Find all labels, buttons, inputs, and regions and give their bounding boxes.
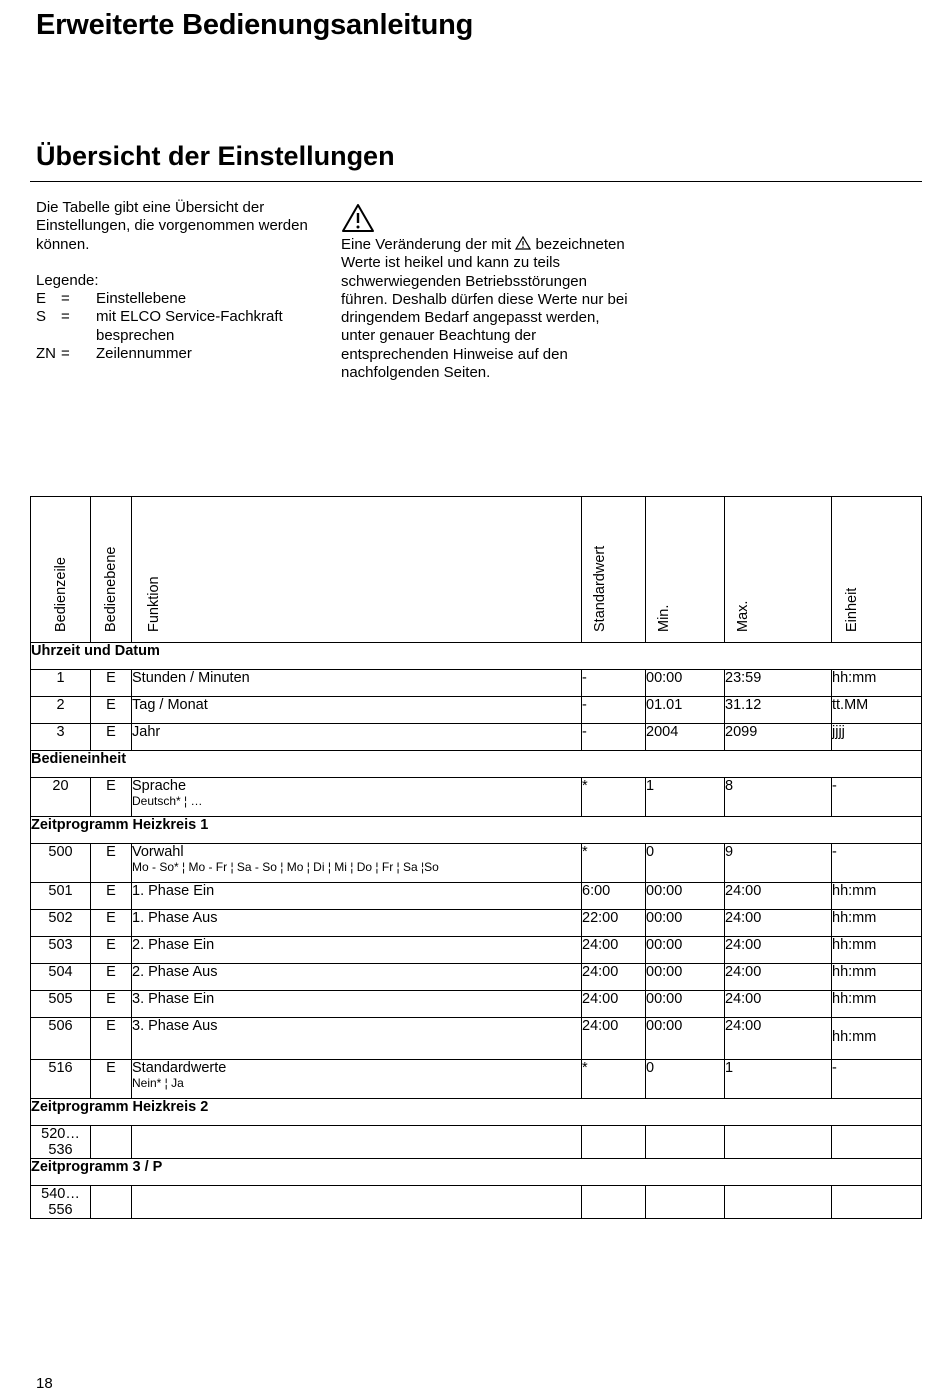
cell-standardwert: 6:00 bbox=[582, 883, 646, 910]
cell-max: 31.12 bbox=[725, 697, 832, 724]
function-label: Standardwerte bbox=[132, 1060, 227, 1076]
cell-funktion bbox=[132, 697, 582, 724]
intro-text: Die Tabelle gibt eine Übersicht der Einstellungen, die vorgenommen werden können. bbox=[36, 199, 308, 253]
column-header-max: Max. bbox=[725, 497, 832, 643]
cell-bedienzeile: 502 bbox=[31, 910, 91, 937]
table-row bbox=[31, 1126, 922, 1159]
cell-funktion bbox=[132, 991, 582, 1018]
cell-bedienzeile: 520…536 bbox=[31, 1126, 91, 1159]
table-row bbox=[31, 964, 922, 991]
cell-min: 00:00 bbox=[646, 670, 725, 697]
cell-max bbox=[725, 1186, 832, 1219]
cell-bedienzeile: 516 bbox=[31, 1060, 91, 1099]
section-divider bbox=[30, 181, 922, 182]
function-options: Nein* ¦ Ja bbox=[132, 1076, 184, 1090]
cell-max: 24:00 bbox=[725, 991, 832, 1018]
table-row bbox=[31, 910, 922, 937]
cell-bedienebene bbox=[91, 1126, 132, 1159]
function-label: 2. Phase Ein bbox=[132, 937, 215, 953]
cell-einheit: hh:mm bbox=[832, 910, 922, 937]
function-label: Jahr bbox=[132, 724, 161, 740]
cell-min: 01.01 bbox=[646, 697, 725, 724]
section-header-row bbox=[31, 643, 922, 670]
legend-item bbox=[36, 308, 326, 345]
function-label: 2. Phase Aus bbox=[132, 964, 218, 980]
cell-einheit: hh:mm bbox=[832, 883, 922, 910]
cell-max: 24:00 bbox=[725, 910, 832, 937]
cell-bedienzeile: 540…556 bbox=[31, 1186, 91, 1219]
settings-table bbox=[30, 496, 922, 1219]
cell-funktion bbox=[132, 937, 582, 964]
table-row bbox=[31, 670, 922, 697]
cell-funktion bbox=[132, 964, 582, 991]
cell-min: 00:00 bbox=[646, 964, 725, 991]
cell-bedienebene bbox=[91, 1186, 132, 1219]
cell-max bbox=[725, 1126, 832, 1159]
cell-einheit: hh:mm bbox=[832, 991, 922, 1018]
cell-einheit: - bbox=[832, 844, 922, 883]
column-header-min: Min. bbox=[646, 497, 725, 643]
function-label: Sprache bbox=[132, 778, 187, 794]
cell-max: 24:00 bbox=[725, 937, 832, 964]
section-header-row bbox=[31, 817, 922, 844]
page-number: 18 bbox=[36, 1375, 53, 1392]
cell-einheit: hh:mm bbox=[832, 670, 922, 697]
section-title: Übersicht der Einstellungen bbox=[36, 141, 395, 171]
cell-bedienebene: E bbox=[91, 844, 132, 883]
warning-text-start: Eine Veränderung der mit bbox=[341, 236, 512, 253]
cell-bedienebene: E bbox=[91, 697, 132, 724]
cell-max: 24:00 bbox=[725, 1018, 832, 1060]
function-label: 1. Phase Ein bbox=[132, 883, 215, 899]
cell-bedienzeile: 2 bbox=[31, 697, 91, 724]
cell-min: 00:00 bbox=[646, 883, 725, 910]
cell-standardwert: * bbox=[582, 844, 646, 883]
cell-standardwert: - bbox=[582, 670, 646, 697]
table-row bbox=[31, 883, 922, 910]
column-header-standardwert: Standardwert bbox=[582, 497, 646, 643]
cell-bedienebene: E bbox=[91, 1060, 132, 1099]
legend-title: Legende: bbox=[36, 271, 99, 289]
cell-funktion bbox=[132, 910, 582, 937]
cell-standardwert bbox=[582, 1186, 646, 1219]
function-label: Stunden / Minuten bbox=[132, 670, 250, 686]
section-title: Zeitprogramm 3 / P bbox=[31, 1159, 922, 1186]
cell-funktion bbox=[132, 778, 582, 817]
cell-bedienebene: E bbox=[91, 670, 132, 697]
section-title: Zeitprogramm Heizkreis 1 bbox=[31, 817, 922, 844]
warning-text bbox=[341, 236, 631, 382]
table-row bbox=[31, 1186, 922, 1219]
cell-min: 00:00 bbox=[646, 1018, 725, 1060]
function-label: 1. Phase Aus bbox=[132, 910, 218, 926]
cell-bedienzeile: 1 bbox=[31, 670, 91, 697]
cell-bedienebene: E bbox=[91, 883, 132, 910]
cell-max: 9 bbox=[725, 844, 832, 883]
cell-min bbox=[646, 1186, 725, 1219]
function-label: Tag / Monat bbox=[132, 697, 208, 713]
cell-funktion bbox=[132, 1126, 582, 1159]
function-label: 3. Phase Aus bbox=[132, 1018, 218, 1034]
cell-einheit: - bbox=[832, 778, 922, 817]
cell-max: 23:59 bbox=[725, 670, 832, 697]
cell-einheit: hh:mm bbox=[832, 964, 922, 991]
cell-max: 1 bbox=[725, 1060, 832, 1099]
cell-bedienzeile: 503 bbox=[31, 937, 91, 964]
table-row bbox=[31, 991, 922, 1018]
table-row bbox=[31, 844, 922, 883]
cell-bedienebene: E bbox=[91, 1018, 132, 1060]
table-row bbox=[31, 1060, 922, 1099]
legend-key: S bbox=[36, 308, 47, 326]
cell-funktion bbox=[132, 724, 582, 751]
section-title: Bedieneinheit bbox=[31, 751, 922, 778]
cell-bedienzeile: 506 bbox=[31, 1018, 91, 1060]
table-row bbox=[31, 1018, 922, 1060]
legend-key: E bbox=[36, 290, 47, 308]
cell-bedienebene: E bbox=[91, 778, 132, 817]
table-row bbox=[31, 937, 922, 964]
cell-bedienzeile: 500 bbox=[31, 844, 91, 883]
cell-max: 24:00 bbox=[725, 964, 832, 991]
cell-standardwert: - bbox=[582, 697, 646, 724]
column-header-bedienzeile: Bedienzeile bbox=[31, 497, 91, 643]
warning-inline-icon bbox=[515, 236, 531, 250]
cell-bedienzeile: 501 bbox=[31, 883, 91, 910]
cell-funktion bbox=[132, 670, 582, 697]
cell-standardwert: 24:00 bbox=[582, 991, 646, 1018]
warning-text-rest: bezeichneten Werte ist heikel und kann zu teils schwerwiegenden Betriebsstörungen führen. Deshalb dürfen diese Werte nur bei dringendem Bedarf angepasst werden, unter genauer Beachtung der entsprechenden Hinweise auf den nachfolgenden Seiten. bbox=[341, 236, 628, 382]
legend-equals: = bbox=[61, 308, 70, 326]
cell-bedienebene: E bbox=[91, 724, 132, 751]
table-row bbox=[31, 697, 922, 724]
legend-item bbox=[36, 290, 326, 308]
cell-bedienzeile: 505 bbox=[31, 991, 91, 1018]
legend-value: Zeilennummer bbox=[96, 345, 192, 363]
cell-min: 1 bbox=[646, 778, 725, 817]
cell-min bbox=[646, 1126, 725, 1159]
function-label: 3. Phase Ein bbox=[132, 991, 215, 1007]
legend-value: Einstellebene bbox=[96, 290, 187, 308]
intro-block bbox=[36, 199, 326, 363]
cell-funktion bbox=[132, 1018, 582, 1060]
cell-bedienzeile: 504 bbox=[31, 964, 91, 991]
cell-min: 00:00 bbox=[646, 991, 725, 1018]
cell-einheit: hh:mm bbox=[832, 937, 922, 964]
cell-standardwert: * bbox=[582, 1060, 646, 1099]
cell-bedienebene: E bbox=[91, 991, 132, 1018]
cell-standardwert: 22:00 bbox=[582, 910, 646, 937]
legend-value: mit ELCO Service-Fachkraft besprechen bbox=[96, 308, 283, 344]
cell-einheit: jjjj bbox=[832, 724, 922, 751]
section-header-row bbox=[31, 1099, 922, 1126]
legend-equals: = bbox=[61, 290, 70, 308]
cell-bedienzeile: 20 bbox=[31, 778, 91, 817]
cell-standardwert: 24:00 bbox=[582, 937, 646, 964]
cell-standardwert: 24:00 bbox=[582, 1018, 646, 1060]
cell-funktion bbox=[132, 844, 582, 883]
section-title: Zeitprogramm Heizkreis 2 bbox=[31, 1099, 922, 1126]
cell-standardwert bbox=[582, 1126, 646, 1159]
cell-min: 2004 bbox=[646, 724, 725, 751]
cell-einheit bbox=[832, 1186, 922, 1219]
column-header-einheit: Einheit bbox=[832, 497, 922, 643]
cell-einheit bbox=[832, 1126, 922, 1159]
column-header-funktion: Funktion bbox=[132, 497, 582, 643]
cell-funktion bbox=[132, 1060, 582, 1099]
legend-item bbox=[36, 345, 326, 363]
cell-min: 0 bbox=[646, 844, 725, 883]
cell-einheit: tt.MM bbox=[832, 697, 922, 724]
cell-bedienebene: E bbox=[91, 937, 132, 964]
function-options: Mo - So* ¦ Mo - Fr ¦ Sa - So ¦ Mo ¦ Di ¦ Mi ¦ Do ¦ Fr ¦ Sa ¦So bbox=[132, 860, 439, 874]
section-header-row bbox=[31, 1159, 922, 1186]
cell-min: 0 bbox=[646, 1060, 725, 1099]
page-header-title: Erweiterte Bedienungsanleitung bbox=[36, 9, 474, 41]
cell-max: 8 bbox=[725, 778, 832, 817]
column-header-bedienebene: Bedienebene bbox=[91, 497, 132, 643]
cell-einheit: - bbox=[832, 1060, 922, 1099]
cell-standardwert: - bbox=[582, 724, 646, 751]
warning-triangle-icon bbox=[341, 203, 375, 233]
cell-max: 2099 bbox=[725, 724, 832, 751]
table-row bbox=[31, 724, 922, 751]
legend-equals: = bbox=[61, 345, 70, 363]
cell-bedienebene: E bbox=[91, 910, 132, 937]
cell-bedienebene: E bbox=[91, 964, 132, 991]
function-label: Vorwahl bbox=[132, 844, 184, 860]
cell-funktion bbox=[132, 1186, 582, 1219]
function-options: Deutsch* ¦ … bbox=[132, 794, 203, 808]
cell-bedienzeile: 3 bbox=[31, 724, 91, 751]
warning-note bbox=[341, 203, 631, 382]
cell-einheit: hh:mm bbox=[832, 1018, 922, 1060]
table-row bbox=[31, 778, 922, 817]
cell-standardwert: * bbox=[582, 778, 646, 817]
cell-max: 24:00 bbox=[725, 883, 832, 910]
table-header-row bbox=[31, 497, 922, 643]
section-title: Uhrzeit und Datum bbox=[31, 643, 922, 670]
cell-standardwert: 24:00 bbox=[582, 964, 646, 991]
section-header-row bbox=[31, 751, 922, 778]
cell-min: 00:00 bbox=[646, 910, 725, 937]
cell-funktion bbox=[132, 883, 582, 910]
cell-min: 00:00 bbox=[646, 937, 725, 964]
legend-key: ZN bbox=[36, 345, 56, 363]
